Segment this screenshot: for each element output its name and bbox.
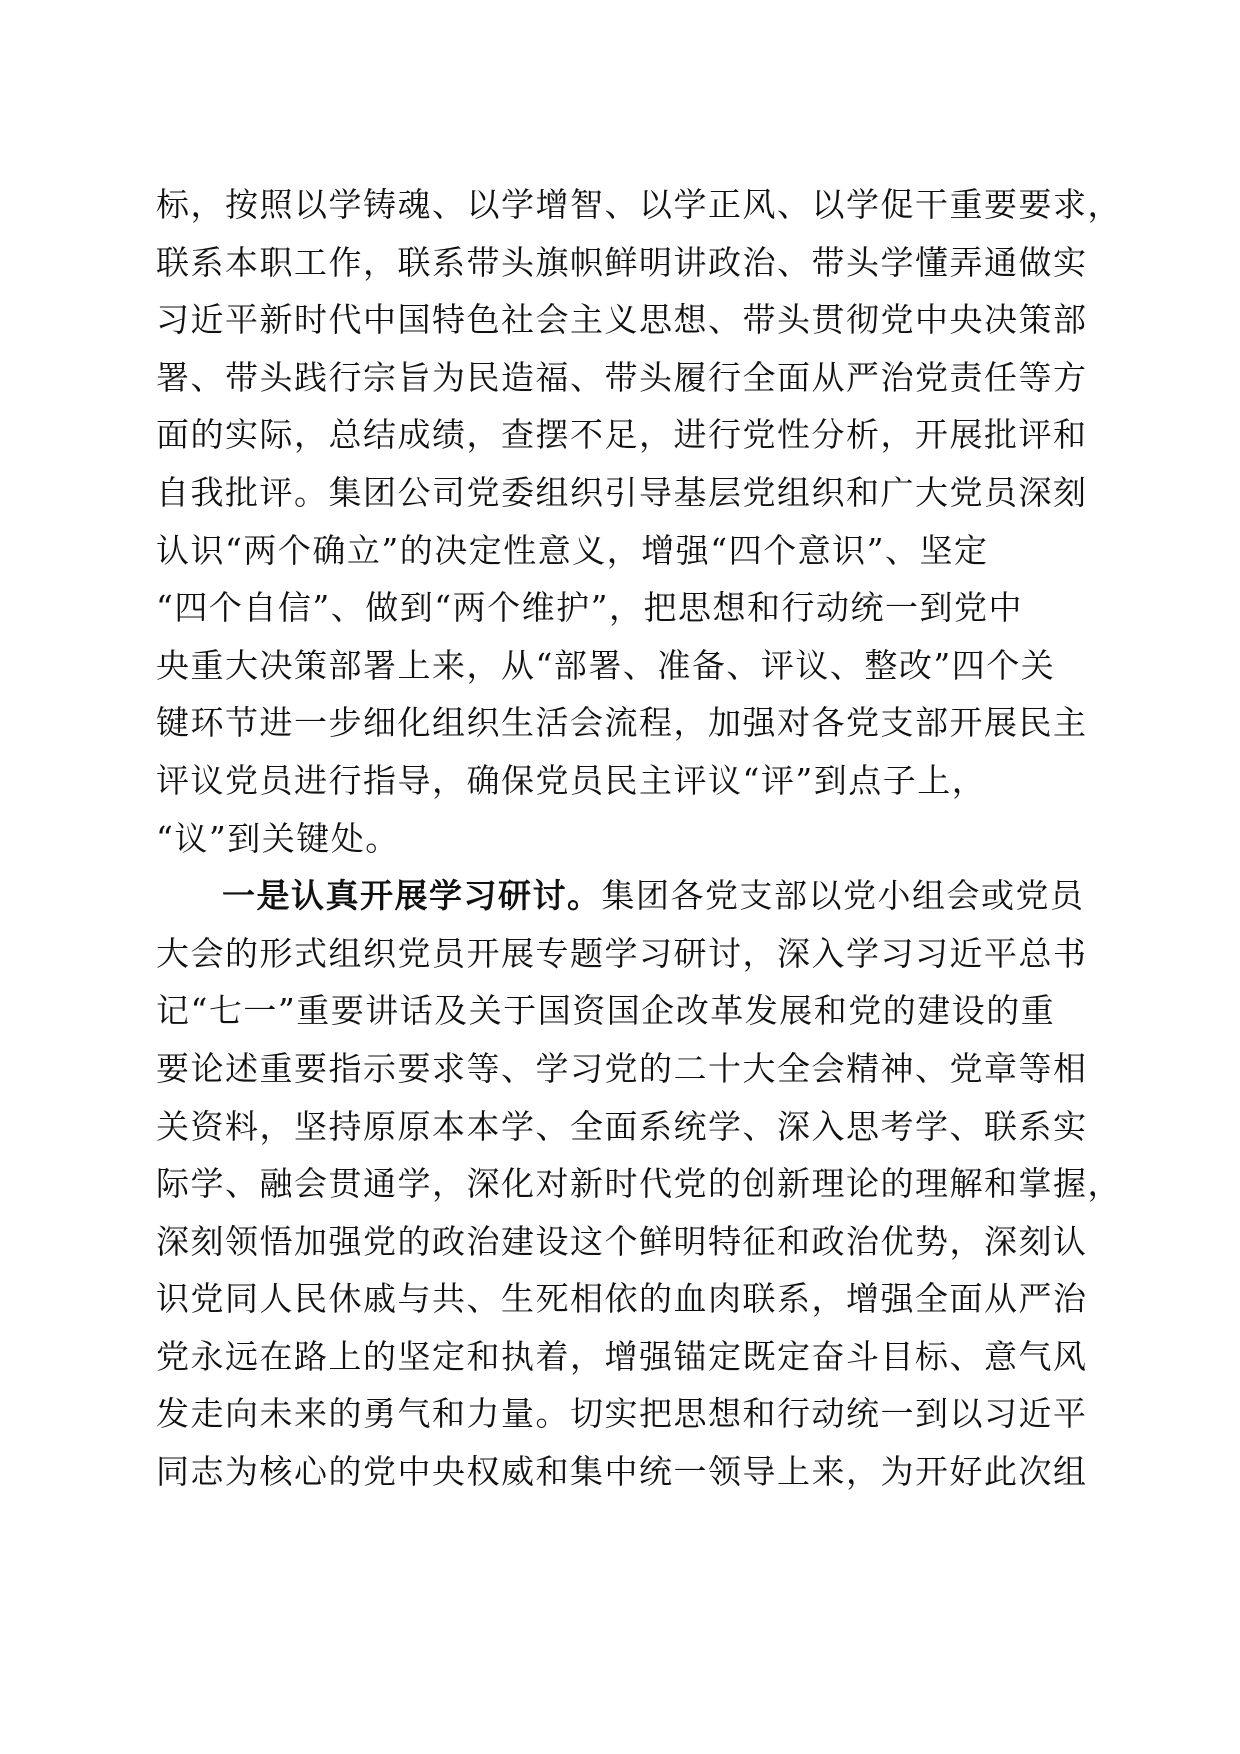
text-line: “四个自信”、做到“两个维护”，把思想和行动统一到党中 (156, 588, 1023, 628)
text-line: “议”到关键处。 (156, 818, 400, 858)
text-line: 认识“两个确立”的决定性意义，增强“四个意识”、坚定 (156, 530, 989, 570)
paragraph-2 (156, 867, 1122, 1501)
text-line: 联系本职工作，联系带头旗帜鲜明讲政治、带头学懂弄通做实 (156, 242, 1088, 282)
text-line: 央重大决策部署上来，从“部署、准备、评议、整改”四个关 (156, 645, 1056, 685)
text-line: 键环节进一步细化组织生活会流程，加强对各党支部开展民主 (156, 703, 1088, 743)
text-line: 关资料，坚持原原本本学、全面系统学、深入思考学、联系实 (156, 1106, 1088, 1146)
text-line: 署、带头践行宗旨为民造福、带头履行全面从严治党责任等方 (156, 357, 1088, 397)
text-line: 记“七一”重要讲话及关于国资国企改革发展和党的建设的重 (156, 991, 1056, 1031)
text-line: 同志为核心的党中央权威和集中统一领导上来，为开好此次组 (156, 1452, 1088, 1492)
text-line: 标，按照以学铸魂、以学增智、以学正风、以学促干重要要求， (156, 185, 1122, 224)
paragraph-2-first-line (156, 867, 1086, 925)
text-line: 习近平新时代中国特色社会主义思想、带头贯彻党中央决策部 (156, 300, 1088, 340)
text-line: 自我批评。集团公司党委组织引导基层党组织和广大党员深刻 (156, 472, 1088, 512)
text-line: 大会的形式组织党员开展专题学习研讨，深入学习习近平总书 (156, 933, 1088, 973)
paragraph-heading: 一是认真开展学习研讨。 (222, 876, 602, 916)
text-line: 党永远在路上的坚定和执着，增强锚定既定奋斗目标、意气风 (156, 1336, 1088, 1376)
text-line: 评议党员进行指导，确保党员民主评议“评”到点子上， (156, 760, 987, 800)
text-line: 际学、融会贯通学，深化对新时代党的创新理论的理解和掌握， (156, 1164, 1122, 1204)
text-line: 要论述重要指示要求等、学习党的二十大全会精神、党章等相 (156, 1048, 1088, 1088)
paragraph-1 (156, 176, 1122, 867)
text-line: 面的实际，总结成绩，查摆不足，进行党性分析，开展批评和 (156, 415, 1088, 455)
text-line: 发走向未来的勇气和力量。切实把思想和行动统一到以习近平 (156, 1394, 1088, 1434)
body-text (156, 176, 1122, 1501)
text-line: 识党同人民休戚与共、生死相依的血肉联系，增强全面从严治 (156, 1279, 1088, 1319)
text-line: 深刻领悟加强党的政治建设这个鲜明特征和政治优势，深刻认 (156, 1221, 1088, 1261)
paragraph-text: 集团各党支部以党小组会或党员 (601, 876, 1085, 916)
